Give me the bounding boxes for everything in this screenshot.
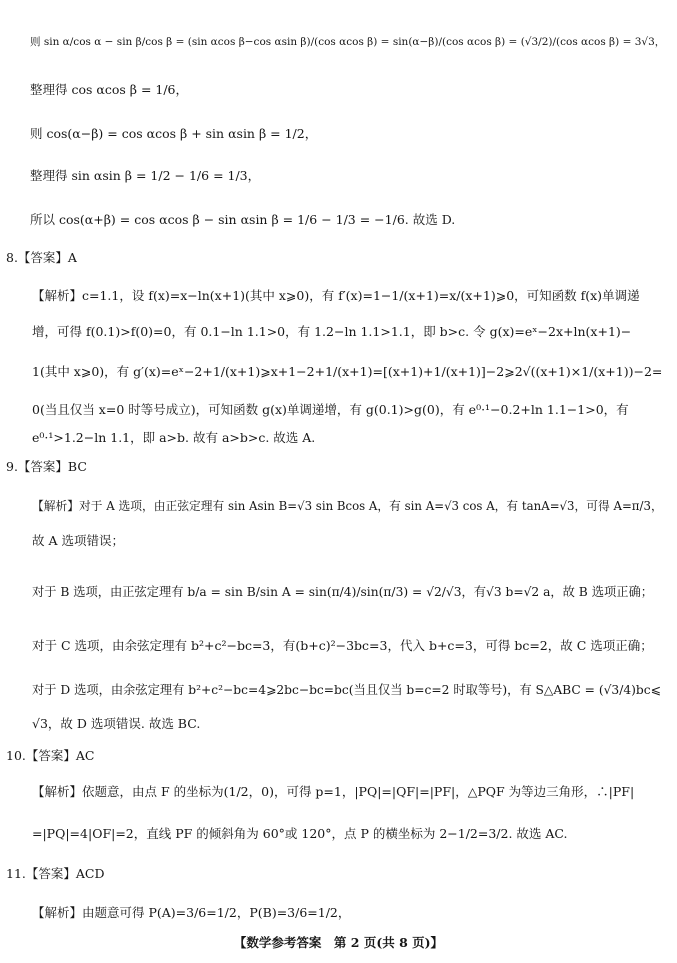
q10-answer: 10.【答案】AC — [6, 748, 95, 763]
q10-line-2: =|PQ|=4|OF|=2，直线 PF 的倾斜角为 60°或 120°，点 P 的横坐标为 2−1/2=3/2. 故选 AC. — [32, 826, 568, 841]
q11-answer: 11.【答案】ACD — [6, 866, 105, 881]
q9-line-3: 对于 B 选项，由正弦定理有 b/a = sin B/sin A = sin(π/4)/sin(π/3) = √2/√3，有√3 b=√2 a，故 B 选项正确； — [32, 585, 653, 599]
q7-line-3: 则 cos(α−β) = cos αcos β + sin αsin β = 1/2， — [30, 126, 318, 141]
q7-line-2: 整理得 cos αcos β = 1/6， — [30, 82, 189, 97]
q10-line-1: 【解析】依题意，由点 F 的坐标为(1/2，0)，可得 p=1，|PQ|=|QF|=|PF|，△PQF 为等边三角形，∴|PF| — [32, 784, 635, 799]
page-footer: 【数学参考答案 第 2 页(共 8 页)】 — [233, 935, 444, 950]
q8-line-5: e⁰·¹>1.2−ln 1.1，即 a>b. 故有 a>b>c. 故选 A. — [32, 430, 316, 445]
q9-line-2: 故 A 选项错误； — [32, 533, 124, 548]
q7-line-5: 所以 cos(α+β) = cos αcos β − sin αsin β = 1/6 − 1/3 = −1/6. 故选 D. — [30, 212, 456, 227]
q11-line-1: 【解析】由题意可得 P(A)=3/6=1/2，P(B)=3/6=1/2， — [32, 905, 351, 920]
q8-answer: 8.【答案】A — [6, 250, 77, 265]
q8-line-2: 增，可得 f(0.1)>f(0)=0，有 0.1−ln 1.1>0，有 1.2−ln 1.1>1.1，即 b>c. 令 g(x)=eˣ−2x+ln(x+1)− — [32, 324, 632, 339]
q9-line-4: 对于 C 选项，由余弦定理有 b²+c²−bc=3，有(b+c)²−3bc=3，代入 b+c=3，可得 bc=2，故 C 选项正确； — [32, 638, 653, 653]
q9-line-5: 对于 D 选项，由余弦定理有 b²+c²−bc=4⩾2bc−bc=bc(当且仅当 b=c=2 时取等号)，有 S△ABC = (√3/4)bc⩽ — [32, 683, 661, 697]
q7-line-4: 整理得 sin αsin β = 1/2 − 1/6 = 1/3， — [30, 168, 261, 183]
q8-line-1: 【解析】c=1.1，设 f(x)=x−ln(x+1)(其中 x⩾0)，有 f′(x)=1−1/(x+1)=x/(x+1)⩾0，可知函数 f(x)单调递 — [32, 288, 640, 303]
q8-line-3: 1(其中 x⩾0)，有 g′(x)=eˣ−2+1/(x+1)⩾x+1−2+1/(x+1)=[(x+1)+1/(x+1)]−2⩾2√((x+1)×1/(x+1))−2= — [32, 364, 663, 379]
q9-answer: 9.【答案】BC — [6, 459, 87, 474]
q9-line-1: 【解析】对于 A 选项，由正弦定理有 sin Asin B=√3 sin Bcos A，有 sin A=√3 cos A，有 tanA=√3，可得 A=π/3， — [32, 499, 663, 513]
q9-line-6: √3，故 D 选项错误. 故选 BC. — [32, 716, 201, 731]
q8-line-4: 0(当且仅当 x=0 时等号成立)，可知函数 g(x)单调递增，有 g(0.1)>g(0)，有 e⁰·¹−0.2+ln 1.1−1>0，有 — [32, 402, 629, 417]
q7-line-1: 则 sin α/cos α − sin β/cos β = (sin αcos β−cos αsin β)/(cos αcos β) = sin(α−β)/(cos αcos β) = (√3/2)/(cos αcos β) = 3√3， — [30, 36, 666, 48]
